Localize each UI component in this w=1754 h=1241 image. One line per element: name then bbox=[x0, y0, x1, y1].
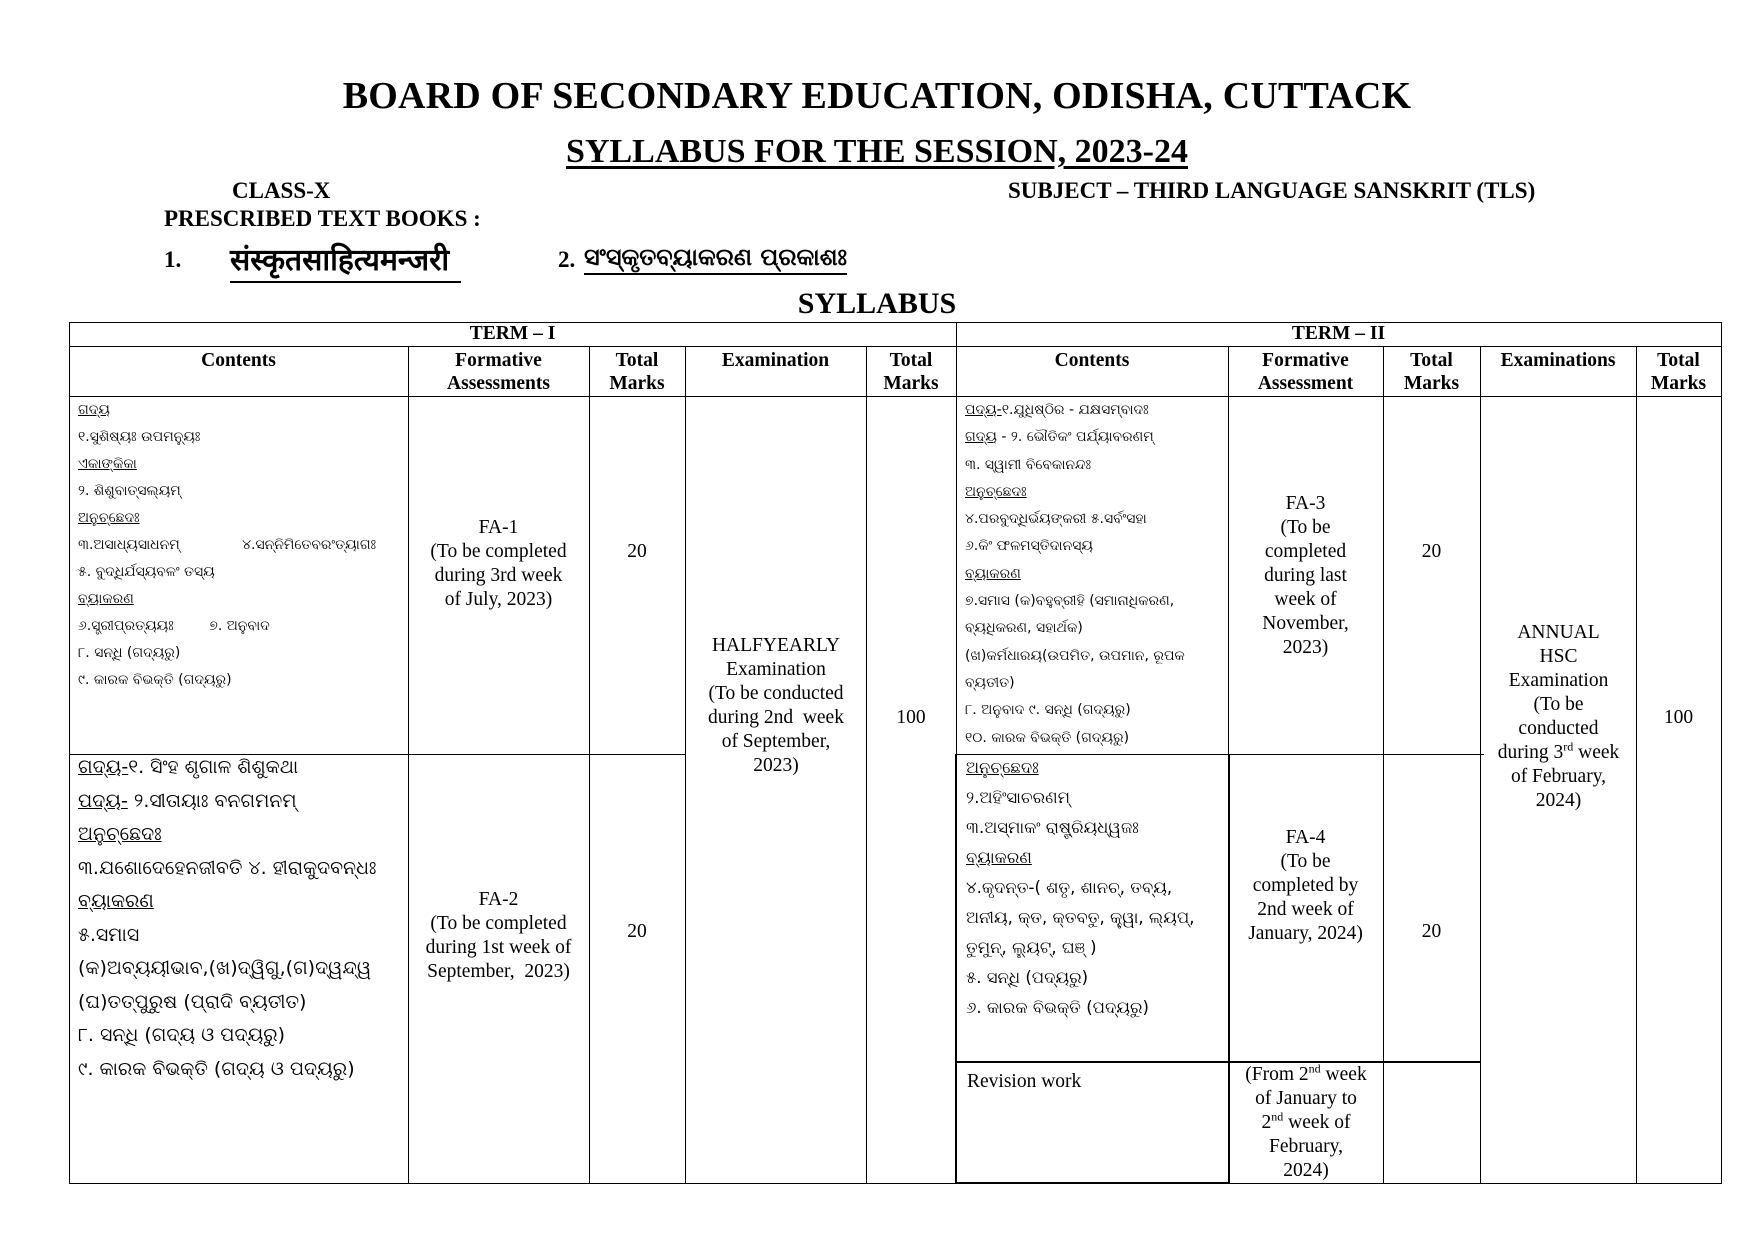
fa4-line: 2nd week of bbox=[1257, 899, 1354, 920]
exam-line: conducted bbox=[1518, 718, 1599, 739]
exam-line: (To be bbox=[1533, 694, 1584, 715]
fa1-label: FA-1 bbox=[478, 517, 519, 538]
term-row-divider bbox=[69, 346, 1722, 347]
list-item: ୫. ସନ୍ଧି (ପଦ୍ୟରୁ) bbox=[966, 968, 1089, 987]
fa1-line: (To be completed bbox=[430, 541, 567, 562]
prescribed-books-label: PRESCRIBED TEXT BOOKS : bbox=[164, 206, 481, 231]
list-item: ୬.ସ୍ତ୍ରୀପ୍ରତ୍ୟୟଃ ୭. ଅନୁବାଦ bbox=[78, 618, 270, 634]
list-item: ଅନୁଚ୍ଛେଦଃ bbox=[78, 823, 162, 845]
t1-col-total-marks-1: Total Marks bbox=[609, 350, 665, 394]
list-item: ବ୍ୟାକରଣ bbox=[966, 848, 1032, 867]
halfyearly-exam bbox=[686, 634, 866, 778]
list-item: ୮. ସନ୍ଧି (ଗଦ୍ୟରୁ) bbox=[78, 645, 181, 661]
fa4-block bbox=[1228, 826, 1383, 946]
t1-col-examination: Examination bbox=[721, 350, 830, 371]
list-item: ଅନୁଚ୍ଛେଦଃ bbox=[78, 510, 140, 526]
exam-line: of September, bbox=[721, 731, 831, 752]
fa1-marks: 20 bbox=[627, 541, 647, 562]
halfyearly-marks: 100 bbox=[896, 707, 926, 728]
list-item: ବ୍ୟାକରଣ bbox=[78, 591, 134, 607]
book2-title: ସଂସ୍କୃତବ୍ୟାକରଣ ପ୍ରକାଶଃ bbox=[584, 243, 847, 275]
list-item: ୬.କିଂ ଫଳମସ୍ତିଦାନସ୍ୟ bbox=[965, 538, 1093, 555]
fa4-line: January, 2024) bbox=[1248, 923, 1363, 944]
exam-line: 2024) bbox=[1535, 790, 1582, 811]
list-item: ୭.ସମାସ (କ)ବହୁବ୍ରୀହି (ସମାନାଧିକରଣ, bbox=[965, 593, 1175, 610]
fa3-line: during last bbox=[1264, 565, 1347, 586]
list-item: ବ୍ୟଧିକରଣ, ସହାର୍ଥକ) bbox=[965, 620, 1083, 637]
t1-row1-contents bbox=[78, 397, 406, 694]
fa3-marks: 20 bbox=[1421, 541, 1442, 562]
t2-row2-contents bbox=[966, 753, 1228, 1023]
list-item: ଗଦ୍ୟ - ୨. ଭୌତିକଂ ପର୍ଯ୍ୟାବରଣମ୍ bbox=[965, 429, 1154, 446]
list-item: ଅନୁଚ୍ଛେଦଃ bbox=[965, 483, 1027, 500]
exam-line: (To be conducted bbox=[708, 683, 844, 704]
list-item: ପଦ୍ୟ-୧.ଯୁଧିଷ୍ଠିର - ଯକ୍ଷସମ୍ବାଦଃ bbox=[965, 402, 1149, 418]
t1-col-divider-1 bbox=[408, 346, 409, 1184]
fa2-marks: 20 bbox=[627, 921, 647, 942]
list-item: ୨. ଶିଶୁବାତ୍ସଲ୍ୟମ୍ bbox=[78, 483, 181, 499]
t2-col-examinations: Examinations bbox=[1500, 350, 1616, 371]
t1-col-divider-2 bbox=[589, 346, 590, 1184]
fa3-line: week of bbox=[1274, 589, 1337, 610]
list-item: ୩.ଯଶୋଦେହେନଜୀବତି ୪. ହୀରାକୁଦବନ୍ଧଃ bbox=[78, 856, 377, 879]
list-item: (ଘ)ତତ୍ପୁରୁଷ (ପ୍ରାଦି ବ୍ୟତୀତ) bbox=[78, 990, 307, 1013]
fa4-line: (To be bbox=[1280, 851, 1331, 872]
fa3-line: (To be bbox=[1280, 517, 1331, 538]
exam-line: during 2nd week bbox=[708, 707, 844, 728]
list-item: ୧୦. କାରକ ବିଭକ୍ତି (ଗଦ୍ୟରୁ) bbox=[965, 729, 1130, 746]
t1-col-divider-4 bbox=[866, 346, 867, 1184]
exam-line: of February, bbox=[1510, 766, 1607, 787]
revision-work-label: Revision work bbox=[967, 1071, 1082, 1092]
fa1-line: of July, 2023) bbox=[444, 589, 553, 610]
term2-header: TERM – II bbox=[1291, 323, 1386, 344]
book2-number: 2. bbox=[558, 247, 576, 272]
class-label: CLASS-X bbox=[232, 178, 331, 203]
exam-line: Examination bbox=[1508, 670, 1609, 691]
document-title: BOARD OF SECONDARY EDUCATION, ODISHA, CUTTACK bbox=[342, 75, 1412, 117]
t2-col-total-marks-2: Total Marks bbox=[1650, 350, 1707, 394]
t1-row2-contents bbox=[78, 751, 406, 1086]
t2-row1-contents bbox=[965, 397, 1227, 752]
fa2-block bbox=[408, 888, 589, 984]
list-item: ୫.ସମାସ bbox=[78, 923, 140, 946]
annual-exam bbox=[1481, 621, 1636, 813]
subject-label: SUBJECT – THIRD LANGUAGE SANSKRIT (TLS) bbox=[1008, 178, 1536, 203]
t2-col-formative: Formative Assessment bbox=[1257, 350, 1354, 394]
annual-marks: 100 bbox=[1663, 707, 1694, 728]
t2-left-thick bbox=[955, 754, 957, 1184]
fa4-marks: 20 bbox=[1421, 921, 1442, 942]
term2-revision-divider bbox=[956, 1061, 1480, 1063]
list-item: ୨.ଅହିଂସାଚରଣମ୍ bbox=[966, 788, 1070, 807]
term1-header: TERM – I bbox=[469, 323, 556, 344]
book1-title: संस्कृतसाहित्यमन्जरी bbox=[230, 238, 461, 283]
term2-revision-bottom bbox=[956, 1182, 1229, 1184]
list-item: ବ୍ୟାକରଣ bbox=[78, 890, 154, 912]
fa2-line: (To be completed bbox=[430, 913, 567, 934]
list-item: ଗଦ୍ୟ-୧. ସିଂହ ଶୃଗାଳ ଶିଶୁକଥା bbox=[78, 756, 299, 778]
fa2-line: during 1st week of bbox=[425, 937, 572, 958]
fa3-line: 2023) bbox=[1282, 637, 1329, 658]
list-item: ପଦ୍ୟ- ୨.ସୀତାୟାଃ ବନଗମନମ୍ bbox=[78, 789, 297, 812]
list-item: ଅନୁଚ୍ଛେଦଃ bbox=[966, 758, 1039, 777]
table-border-right bbox=[1721, 322, 1722, 1184]
list-item: ବ୍ୟତୀତ) bbox=[965, 674, 1015, 691]
exam-line: 2023) bbox=[753, 755, 799, 776]
t2-col-divider-4 bbox=[1636, 346, 1637, 1184]
list-item: ୯. କାରକ ବିଭକ୍ତି (ଗଦ୍ୟରୁ) bbox=[78, 672, 232, 688]
revision-period: (From 2nd week of January to 2nd week of February, 2024) bbox=[1245, 1061, 1367, 1181]
list-item: ୩. ସ୍ୱାମୀ ବିବେକାନନ୍ଦଃ bbox=[965, 456, 1092, 473]
fa4-line: completed by bbox=[1252, 875, 1359, 896]
fa1-line: during 3rd week bbox=[434, 565, 563, 586]
fa3-label: FA-3 bbox=[1285, 493, 1326, 514]
exam-line: HSC bbox=[1539, 646, 1578, 667]
fa2-line: September, 2023) bbox=[427, 961, 570, 982]
list-item: ୪.କୃଦନ୍ତ-( ଶତୃ, ଶାନଚ୍, ତବ୍ୟ, bbox=[966, 878, 1173, 897]
fa2-label: FA-2 bbox=[478, 889, 519, 910]
list-item: ୬. କାରକ ବିଭକ୍ତି (ପଦ୍ୟରୁ) bbox=[966, 998, 1149, 1017]
syllabus-heading: SYLLABUS bbox=[797, 287, 957, 320]
t2-col-divider-2 bbox=[1383, 346, 1384, 1184]
list-item: ଏକାଙ୍କିକା bbox=[78, 456, 137, 472]
list-item: ୯. କାରକ ବିଭକ୍ତି (ଗଦ୍ୟ ଓ ପଦ୍ୟରୁ) bbox=[78, 1057, 355, 1080]
fa3-block bbox=[1228, 492, 1383, 660]
list-item: ୮. ସନ୍ଧି (ଗଦ୍ୟ ଓ ପଦ୍ୟରୁ) bbox=[78, 1024, 286, 1046]
exam-line: HALFYEARLY bbox=[711, 635, 841, 656]
list-item: ୮. ଅନୁବାଦ ୯. ସନ୍ଧି (ଗଦ୍ୟରୁ) bbox=[965, 702, 1131, 719]
list-item: ତୁମୁନ୍, ଲ୍ୟୁଟ୍, ଘଞ୍ ) bbox=[966, 938, 1097, 957]
list-item: ୩.ଅସ୍ମାକଂ ରାଷ୍ଟ୍ରିୟଧ୍ୱଜଃ bbox=[966, 818, 1139, 837]
t1-col-contents: Contents bbox=[201, 350, 276, 371]
list-item: ୩.ଅସାଧ୍ୟସାଧନମ୍ ୪.ସନ୍ନିମିତେବରଂତ୍ୟାଗଃ bbox=[78, 537, 377, 553]
list-item: (କ)ଅବ୍ୟୟୀଭାବ,(ଖ)ଦ୍ୱିଗୁ,(ଗ)ଦ୍ୱନ୍ଦ୍ୱ bbox=[78, 957, 372, 979]
fa4-label: FA-4 bbox=[1285, 827, 1326, 848]
list-item: (ଖ)କର୍ମଧାରୟ(ଉପମିତ, ଉପମାନ, ରୂପକ bbox=[965, 647, 1185, 664]
fa3-line: November, bbox=[1262, 613, 1349, 634]
exam-line: Examination bbox=[726, 659, 826, 680]
table-border-bottom bbox=[69, 1183, 1722, 1184]
table-border-left bbox=[69, 322, 70, 1184]
list-item: ୫. ବୁଦ୍ଧିର୍ଯସ୍ୟବଳଂ ତସ୍ୟ bbox=[78, 564, 215, 580]
list-item: ୧.ସୁଶିଷ୍ୟଃ ଉପମନ୍ୟୁଃ bbox=[78, 429, 201, 445]
t2-col-contents: Contents bbox=[1054, 350, 1130, 371]
exam-line: during 3rd week bbox=[1497, 739, 1620, 763]
book1-number: 1. bbox=[164, 247, 182, 272]
list-item: ୪.ପରବୁଦ୍ଧିର୍ଭୟଙ୍କରୀ ୫.ସର୍ବଂସହା bbox=[965, 511, 1147, 528]
list-item: ଅନୀୟ, କ୍ତ, କ୍ତବତୁ, କ୍ତ୍ୱା, ଲ୍ୟପ୍, bbox=[966, 908, 1195, 927]
document-subtitle: SYLLABUS FOR THE SESSION, 2023-24 bbox=[566, 133, 1188, 170]
t1-col-total-marks-2: Total Marks bbox=[883, 350, 939, 394]
t2-col-total-marks-1: Total Marks bbox=[1403, 350, 1460, 394]
fa3-line: completed bbox=[1264, 541, 1347, 562]
list-item: ବ୍ୟାକରଣ bbox=[965, 565, 1021, 582]
list-item: ଗଦ୍ୟ bbox=[78, 402, 110, 418]
fa1-block bbox=[408, 516, 589, 612]
exam-line: ANNUAL bbox=[1517, 622, 1600, 643]
t1-col-formative: Formative Assessments bbox=[447, 350, 550, 394]
